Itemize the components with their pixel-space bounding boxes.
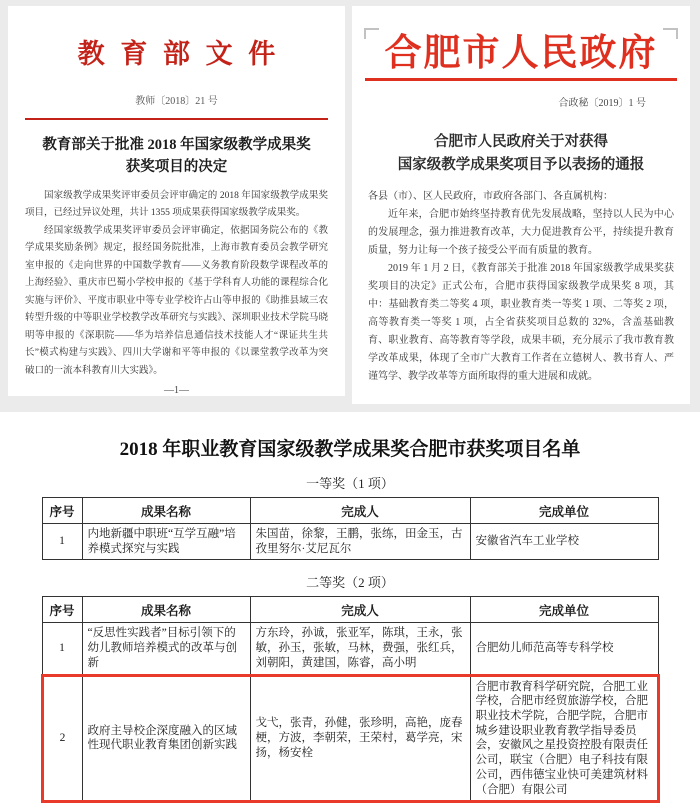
moe-document-body: [25, 188, 328, 381]
cell-org: 合肥市教育科学研究院，合肥工业学校，合肥市经贸旅游学校，合肥职业技术学院，合肥学院，合肥市城乡建设职业教育教学指导委员会，安徽风之星投资控股有限责任公司，联宝（合肥）电子科技有限公司，西伟德宝业快可美建筑材料（合肥）有限公司: [470, 675, 658, 802]
cell-no: 2: [42, 675, 82, 802]
hefei-paragraph-1: 近年来，合肥市始终坚持教育优先发展战略，坚持以人民为中心的发展理念，强力推进教育改革，大力促进教育公平，持续提升教育质量，努力让每一个孩子接受公平而有质量的教育。: [368, 209, 674, 257]
table-row: [42, 623, 658, 675]
cell-no: 1: [42, 524, 82, 560]
column-header: 序号: [42, 597, 82, 623]
table-header-row: [42, 597, 658, 623]
moe-paragraph-1: 国家级教学成果奖评审委员会评审确定的 2018 年国家级教学成果奖项目，已经过异议处理，共计 1355 项成果获得国家级教学成果奖。: [25, 190, 328, 219]
hefei-red-divider: [365, 78, 677, 81]
moe-paragraph-2: 经国家级教学成果奖评审委员会评审确定，依据国务院公布的《教学成果奖励条例》规定，报经国务院批准，上海市教育委员会教学研究室申报的《走向世界的中国数学教育——义务教育阶段数学课程改革的上海经验》、重庆市巴蜀小学校申报的《基于学科育人功能的课程综合化实施与评价》、平度市职业中等专业学校许占山等申报的《助推县域三农转型升级的中等职业学校教学改革研究与实践》、深圳职业技术学院马晓明等申报的《深职院——华为培养信息通信技术技能人才“课证共生共长”模式构建与实践》、四川大学谢和平等申报的《以课堂教学改革为突破口的一流本科教育川大实践》。: [25, 225, 328, 376]
column-header: 序号: [42, 498, 82, 524]
moe-page-number: —1—: [164, 385, 189, 397]
hefei-document-title: [352, 131, 690, 177]
awards-list-title: 2018 年职业教育国家级教学成果奖合肥市获奖项目名单: [119, 439, 581, 460]
award-section-label-2: 二等奖（2 项）: [306, 575, 394, 591]
column-header: 完成单位: [470, 498, 658, 524]
hefei-document-body: [368, 188, 674, 386]
cell-people: 戈弋，张青，孙健，张珍明，高艳，庞春梗，方波，李朝荣，王荣村，葛学亮，宋扬，杨安栓: [250, 675, 470, 802]
table-row: [42, 524, 658, 560]
hefei-salutation: 各县（市）、区人民政府，市政府各部门、各直属机构：: [368, 191, 613, 203]
award-section-label-1: 一等奖（1 项）: [306, 476, 394, 491]
awards-tables: [0, 473, 700, 803]
moe-document-title: [8, 134, 345, 179]
moe-title-line-2: 获奖项目的决定: [125, 159, 228, 176]
awards-table-1: [42, 497, 659, 560]
awards-list-area: [0, 412, 700, 796]
cell-people: 方东玲，孙诚，张亚军，陈琪，王永，张敏，孙玉，张敏，马林，费强，张红兵，刘朝阳，黄建国，陈睿，高小明: [250, 623, 470, 675]
hefei-paragraph-2: 2019 年 1 月 2 日，《教育部关于批准 2018 年国家级教学成果奖获奖项目的决定》正式公布，合肥市获得国家级教学成果奖 8 项，其中：基础教育类二等奖 4 项，职业教育类一等奖 1 项、二等奖 2 项，高等教育类一等奖 1 项，占全省获奖项目总数的 32%，含盖基础教育、职业教育、高等教育等学段，成果丰硕，充分展示了我市教育教学改革成果，体现了全市广大教育工作者在立德树人、教书育人、严谨笃学、教学改革等方面所取得的重大进展和成就。: [368, 263, 674, 383]
moe-document-page: [8, 6, 345, 396]
table-row-highlighted: [42, 675, 658, 802]
moe-title-line-1: 教育部关于批准 2018 年国家级教学成果奖: [42, 137, 311, 153]
cell-name: 内地新疆中职班“互学互融”培养模式探究与实践: [82, 524, 250, 560]
column-header: 完成人: [250, 597, 470, 623]
hefei-document-header: 合肥市人民政府: [384, 32, 658, 73]
hefei-title-line-2: 国家级教学成果奖项目予以表扬的通报: [397, 157, 645, 174]
crop-mark-left: [364, 28, 379, 39]
cell-org: 合肥幼儿师范高等专科学校: [470, 623, 658, 675]
awards-table-2: [41, 596, 660, 803]
moe-document-number: 教师〔2018〕21 号: [135, 96, 218, 107]
cell-no: 1: [42, 623, 82, 675]
column-header: 完成人: [250, 498, 470, 524]
column-header: 成果名称: [82, 597, 250, 623]
moe-document-header: 教育部文件: [77, 39, 291, 69]
column-header: 完成单位: [470, 597, 658, 623]
table-header-row: [42, 498, 658, 524]
cell-org: 安徽省汽车工业学校: [470, 524, 658, 560]
crop-mark-right: [663, 28, 678, 39]
hefei-document-page: [352, 6, 690, 404]
cell-name: “反思性实践者”目标引领下的幼儿教师培养模式的改革与创新: [82, 623, 250, 675]
moe-red-divider: [25, 118, 328, 120]
column-header: 成果名称: [82, 498, 250, 524]
cell-people: 朱国苗，徐黎，王鹏，张练，田金玉，古孜里努尔·艾尼瓦尔: [250, 524, 470, 560]
cell-name: 政府主导校企深度融入的区域性现代职业教育集团创新实践: [82, 675, 250, 802]
hefei-document-number: 合政秘〔2019〕1 号: [558, 98, 646, 109]
hefei-title-line-1: 合肥市人民政府关于对获得: [434, 134, 608, 150]
